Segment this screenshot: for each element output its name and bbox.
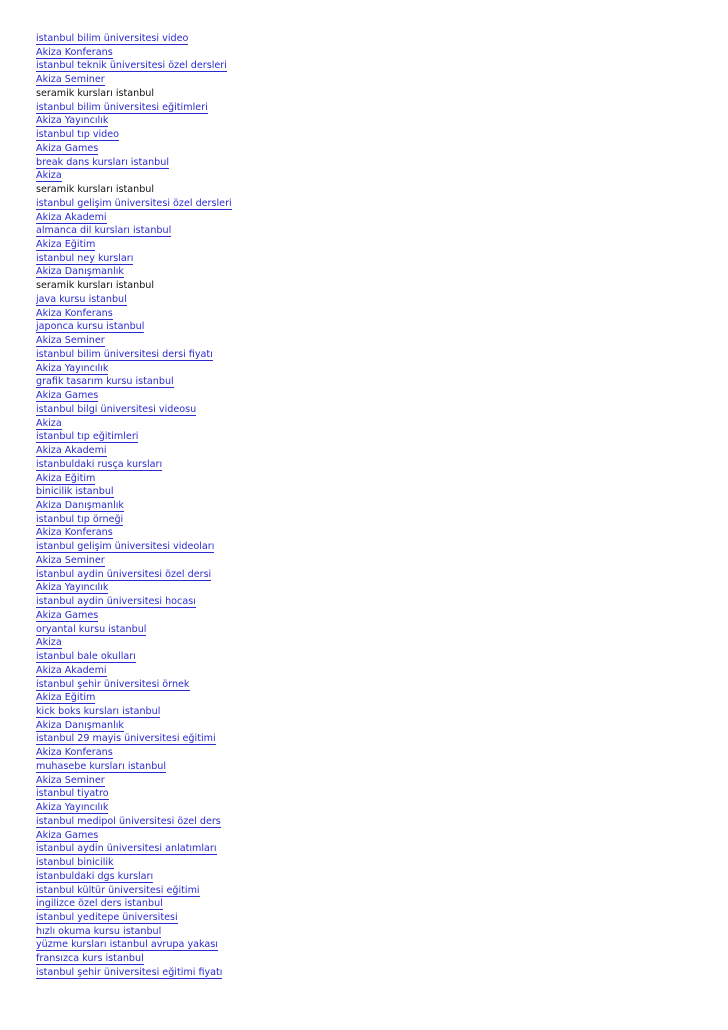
list-item <box>36 526 232 540</box>
list-item <box>36 719 232 733</box>
text-link[interactable]: Akiza Yayıncılık <box>36 115 109 127</box>
text-link[interactable]: istanbul tıp video <box>36 129 120 141</box>
text-link[interactable]: Akiza Akademi <box>36 211 107 223</box>
list-item <box>36 581 232 595</box>
text-link[interactable]: japonca kursu istanbul <box>36 321 145 333</box>
list-item <box>36 101 232 115</box>
list-item <box>36 293 232 307</box>
text-link[interactable]: istanbul gelişim üniversitesi özel dersleri <box>36 197 232 209</box>
list-item <box>36 334 232 348</box>
text-link[interactable]: Akiza Seminer <box>36 335 105 347</box>
list-item <box>36 938 232 952</box>
text-link[interactable]: istanbul bilim üniversitesi eğitimleri <box>36 101 208 113</box>
list-item <box>36 211 232 225</box>
list-item <box>36 856 232 870</box>
list-item <box>36 403 232 417</box>
text-link[interactable]: binicilik istanbul <box>36 486 114 498</box>
list-item <box>36 156 232 170</box>
text-link[interactable]: Akiza <box>36 417 62 429</box>
text-link[interactable]: istanbul bilim üniversitesi dersi fiyatı <box>36 348 213 360</box>
plain-text: seramik kursları istanbul <box>36 184 155 196</box>
list-item <box>36 774 232 788</box>
text-link[interactable]: istanbul bilim üniversitesi video <box>36 33 189 44</box>
text-link[interactable]: istanbul tiyatro <box>36 788 109 800</box>
list-item <box>36 307 232 321</box>
list-item <box>36 829 232 843</box>
text-link[interactable]: istanbul binicilik <box>36 857 114 869</box>
list-item <box>36 513 232 527</box>
text-link[interactable]: almanca dil kursları istanbul <box>36 225 172 237</box>
list-item <box>36 842 232 856</box>
list-item <box>36 609 232 623</box>
text-link[interactable]: break dans kursları istanbul <box>36 156 170 168</box>
list-item <box>36 417 232 431</box>
list-item <box>36 472 232 486</box>
text-link[interactable]: Akiza Seminer <box>36 774 105 786</box>
list-item <box>36 265 232 279</box>
list-item <box>36 252 232 266</box>
list-item <box>36 815 232 829</box>
text-link[interactable]: Akiza <box>36 637 62 649</box>
list-item <box>36 224 232 238</box>
text-link[interactable]: istanbul bale okulları <box>36 651 136 663</box>
text-link[interactable]: Akiza Yayıncılık <box>36 802 109 814</box>
list-item <box>36 787 232 801</box>
text-link[interactable]: oryantal kursu istanbul <box>36 623 147 635</box>
text-link[interactable]: Akiza Games <box>36 142 99 154</box>
text-link[interactable]: istanbul ney kursları <box>36 252 134 264</box>
text-link[interactable]: ingilizce özel ders istanbul <box>36 898 163 910</box>
list-item <box>36 650 232 664</box>
plain-text: seramik kursları istanbul <box>36 280 155 292</box>
list-item <box>36 320 232 334</box>
text-link[interactable]: Akiza Eğitim <box>36 239 96 251</box>
text-link[interactable]: Akiza <box>36 170 62 182</box>
text-link[interactable]: Akiza Danışmanlık <box>36 266 124 278</box>
list-item <box>36 925 232 939</box>
list-item <box>36 636 232 650</box>
list-item <box>36 183 232 197</box>
text-link[interactable]: istanbuldaki rusça kursları <box>36 458 163 470</box>
list-item <box>36 375 232 389</box>
list-item <box>36 732 232 746</box>
list-item <box>36 705 232 719</box>
list-item <box>36 897 232 911</box>
text-link[interactable]: Akiza Konferans <box>36 46 113 58</box>
list-item <box>36 678 232 692</box>
text-link[interactable]: Akiza Games <box>36 609 99 621</box>
list-item <box>36 568 232 582</box>
text-link[interactable]: istanbul şehir üniversitesi örnek <box>36 678 190 690</box>
list-item <box>36 595 232 609</box>
list-item <box>36 911 232 925</box>
link-list <box>36 32 232 980</box>
plain-text: seramik kursları istanbul <box>36 87 155 99</box>
text-link[interactable]: Akiza Yayıncılık <box>36 362 109 374</box>
text-link[interactable]: istanbuldaki dgs kursları <box>36 870 154 882</box>
text-link[interactable]: Akiza Konferans <box>36 527 113 539</box>
list-item <box>36 458 232 472</box>
list-item <box>36 59 232 73</box>
text-link[interactable]: Akiza Eğitim <box>36 472 96 484</box>
text-link[interactable]: hızlı okuma kursu istanbul <box>36 925 162 937</box>
list-item <box>36 801 232 815</box>
list-item <box>36 485 232 499</box>
text-link[interactable]: istanbul bilgi üniversitesi videosu <box>36 403 197 415</box>
list-item <box>36 46 232 60</box>
list-item <box>36 169 232 183</box>
text-link[interactable]: Akiza Akademi <box>36 445 107 457</box>
list-item <box>36 128 232 142</box>
list-item <box>36 760 232 774</box>
list-item <box>36 32 232 46</box>
list-item <box>36 279 232 293</box>
text-link[interactable]: istanbul aydin üniversitesi anlatımları <box>36 843 217 855</box>
list-item <box>36 238 232 252</box>
text-link[interactable]: Akiza Yayıncılık <box>36 582 109 594</box>
list-item <box>36 952 232 966</box>
text-link[interactable]: Akiza Konferans <box>36 747 113 759</box>
text-link[interactable]: Akiza Danışmanlık <box>36 719 124 731</box>
list-item <box>36 73 232 87</box>
list-item <box>36 540 232 554</box>
list-item <box>36 966 232 980</box>
text-link[interactable]: Akiza Seminer <box>36 74 105 86</box>
list-item <box>36 884 232 898</box>
text-link[interactable]: grafik tasarım kursu istanbul <box>36 376 174 388</box>
text-link[interactable]: yüzme kursları istanbul avrupa yakası <box>36 939 218 951</box>
text-link[interactable]: java kursu istanbul <box>36 293 127 305</box>
text-link[interactable]: muhasebe kursları istanbul <box>36 760 167 772</box>
list-item <box>36 348 232 362</box>
text-link[interactable]: istanbul medipol üniversitesi özel ders <box>36 815 221 827</box>
list-item <box>36 444 232 458</box>
text-link[interactable]: istanbul şehir üniversitesi eğitimi fiyatı <box>36 966 223 978</box>
text-link[interactable]: Akiza Games <box>36 390 99 402</box>
list-item <box>36 554 232 568</box>
list-item <box>36 691 232 705</box>
text-link[interactable]: istanbul gelişim üniversitesi videoları <box>36 541 215 553</box>
text-link[interactable]: Akiza Seminer <box>36 554 105 566</box>
list-item <box>36 870 232 884</box>
list-item <box>36 499 232 513</box>
list-item <box>36 623 232 637</box>
text-link[interactable]: kick boks kursları istanbul <box>36 705 161 717</box>
text-link[interactable]: Akiza Konferans <box>36 307 113 319</box>
text-link[interactable]: istanbul aydin üniversitesi hocası <box>36 596 196 608</box>
list-item <box>36 197 232 211</box>
text-link[interactable]: fransızca kurs istanbul <box>36 953 144 965</box>
list-item <box>36 142 232 156</box>
text-link[interactable]: istanbul aydin üniversitesi özel dersi <box>36 568 212 580</box>
list-item <box>36 114 232 128</box>
list-item <box>36 746 232 760</box>
text-link[interactable]: istanbul teknik üniversitesi özel dersleri <box>36 60 227 72</box>
text-link[interactable]: istanbul yeditepe üniversitesi <box>36 912 178 923</box>
text-link[interactable]: istanbul kültür üniversitesi eğitimi <box>36 884 200 896</box>
text-link[interactable]: Akiza Games <box>36 829 99 841</box>
text-link[interactable]: istanbul tıp eğitimleri <box>36 431 139 443</box>
list-item <box>36 430 232 444</box>
text-link[interactable]: Akiza Danışmanlık <box>36 499 124 511</box>
text-link[interactable]: istanbul tıp örneği <box>36 513 124 525</box>
list-item <box>36 664 232 678</box>
list-item <box>36 389 232 403</box>
text-link[interactable]: istanbul 29 mayis üniversitesi eğitimi <box>36 733 216 745</box>
list-item <box>36 87 232 101</box>
list-item <box>36 362 232 376</box>
text-link[interactable]: Akiza Akademi <box>36 664 107 676</box>
text-link[interactable]: Akiza Eğitim <box>36 692 96 704</box>
